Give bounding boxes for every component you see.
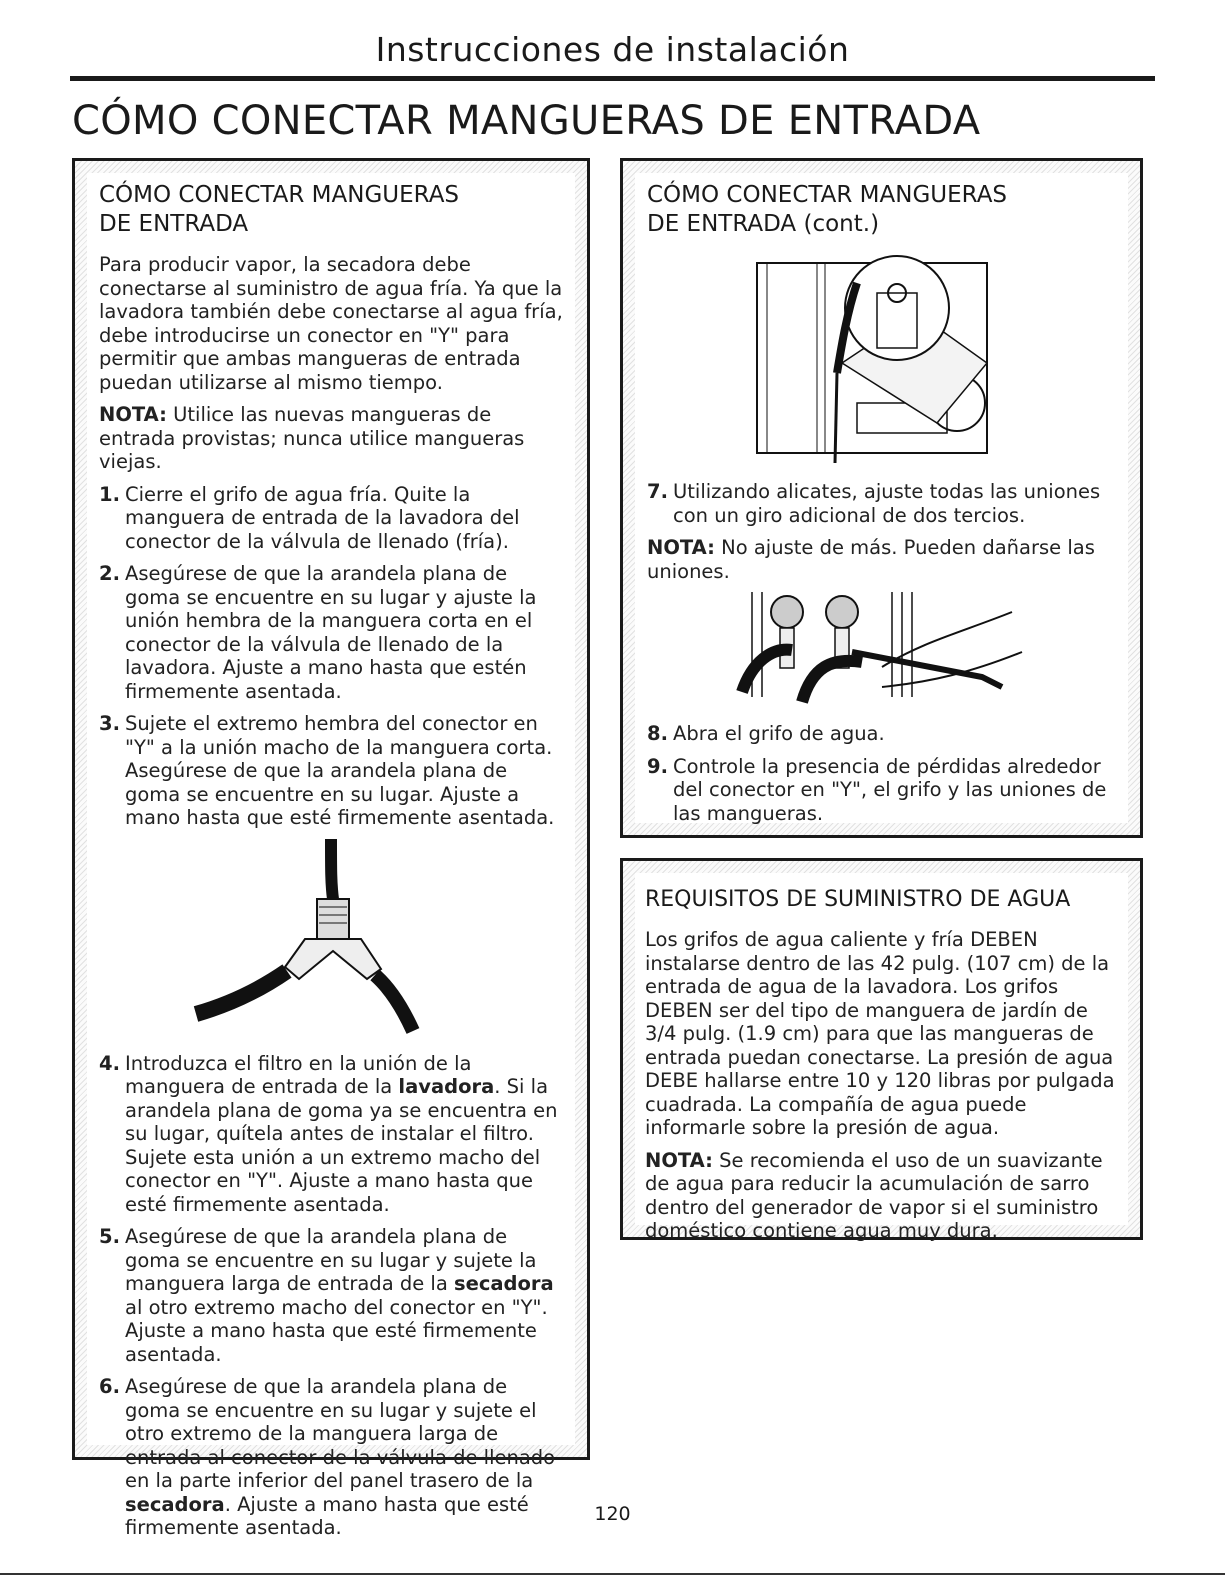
step-number: 2. [99,562,120,585]
bottom-rule [0,1573,1225,1575]
dryer-valve-illustration [737,253,1027,468]
right-heading-line2: DE ENTRADA (cont.) [647,211,880,237]
note-text: Utilice las nuevas mangueras de entrada provistas; nunca utilice mangueras viejas. [99,403,525,473]
water-box-content [635,873,1128,1242]
left-heading-line2: DE ENTRADA [99,211,249,237]
step-text: Asegúrese de que la arandela plana de goma se encuentre en su lugar y ajuste la unión hembra de la manguera corta en el conector de la válvula de llenado de la lavadora. Ajuste a mano hasta que estén firmemente asentada. [125,562,537,703]
list-item [99,712,563,830]
list-item [647,480,1116,527]
steps-list-d [647,722,1116,825]
right-heading-line1: CÓMO CONECTAR MANGUERAS [647,182,1008,208]
list-item [647,722,1116,746]
step-text-pre: Introduzca el filtro en la unión de la manguera de entrada de la [125,1051,472,1098]
step-text-bold: secadora [125,1492,225,1516]
header-rule [70,76,1155,81]
step-number: 5. [99,1225,120,1248]
right-note [647,536,1116,583]
step-number: 6. [99,1375,120,1398]
right-box-heading [647,181,1116,239]
step-number: 1. [99,482,120,506]
step-number: 9. [647,754,668,778]
steps-list-b [99,1052,563,1540]
step-text-post: . Si la arandela plana de goma ya se encuentra en su lugar, quítela antes de instalar el filtro. Sujete esta unión a un extremo macho del conector en "Y". Ajuste a mano hasta que esté firmemente asentada. [125,1075,558,1216]
step-number: 8. [647,722,668,745]
step-text: Controle la presencia de pérdidas alrededor del conector en "Y", el grifo y las uniones de las mangueras. [673,754,1107,825]
step-text: Sujete el extremo hembra del conector en "Y" a la unión macho de la manguera corta. Asegúrese de que la arandela plana de goma se encuentre en su lugar. Ajuste a mano hasta que esté firmemente asentada. [125,712,555,829]
right-box-content [635,173,1128,823]
note-label: NOTA: [647,536,715,559]
list-item [99,1052,563,1217]
page-title: CÓMO CONECTAR MANGUERAS DE ENTRADA [72,98,981,144]
left-note [99,403,563,474]
step-text: Abra el grifo de agua. [673,722,885,745]
list-item [99,562,563,703]
step-text: Utilizando alicates, ajuste todas las uniones con un giro adicional de dos tercios. [673,480,1101,527]
water-box-heading: REQUISITOS DE SUMINISTRO DE AGUA [645,887,1071,912]
steps-list-a [99,483,563,830]
note-text: No ajuste de más. Pueden dañarse las uniones. [647,536,1095,583]
step-text-pre: Asegúrese de que la arandela plana de goma se encuentre en su lugar y sujete el otro extremo de la manguera larga de entrada al conector de la válvula de llenado en la parte inferior del panel trasero de la [125,1375,556,1492]
step-number: 4. [99,1051,120,1075]
note-label: NOTA: [645,1148,713,1172]
pliers-illustration [732,592,1032,712]
page-header-title: Instrucciones de instalación [375,30,850,69]
step-text-bold: secadora [453,1272,554,1295]
y-connector-illustration [181,839,481,1034]
list-item [99,1225,563,1366]
intro-paragraph: Para producir vapor, la secadora debe conectarse al suministro de agua fría. Ya que la lavadora también debe conectarse al agua fría, debe introducirse un conector en "Y" para permitir que ambas mangueras de entrada puedan utilizarse al mismo tiempo. [99,253,563,394]
step-number: 3. [99,712,120,735]
left-box-content [87,173,575,1539]
step-text-post: . Ajuste a mano hasta que esté firmemente asentada. [125,1492,529,1539]
page-number: 120 [594,1503,631,1525]
water-note [645,1149,1118,1243]
water-body-paragraph: Los grifos de agua caliente y fría DEBEN instalarse dentro de las 42 pulg. (107 cm) de la entrada de agua de la lavadora. Los grifos DEBEN ser del tipo de manguera de jardín de 3/4 pulg. (1.9 cm) para que las mangueras de entrada puedan conectarse. La presión de agua DEBE hallarse entre 10 y 120 libras por pulgada cuadrada. La compañía de agua puede informarle sobre la presión de agua. [645,928,1115,1139]
note-label: NOTA: [99,403,167,426]
step-text-bold: lavadora [398,1075,495,1098]
step-text: Cierre el grifo de agua fría. Quite la manguera de entrada de la lavadora del conector de la válvula de llenado (fría). [125,482,520,553]
step-text-post: al otro extremo macho del conector en "Y". Ajuste a mano hasta que esté firmemente asentada. [125,1295,548,1366]
step-text-pre: Asegúrese de que la arandela plana de goma se encuentre en su lugar y sujete la manguera larga de entrada de la [125,1225,537,1295]
steps-list-c [647,480,1116,527]
right-instructions-box [620,158,1143,838]
left-instructions-box [72,158,590,1539]
note-text: Se recomienda el uso de un suavizante de agua para reducir la acumulación de sarro dentro del generador de vapor si el suministro doméstico contiene agua muy dura. [645,1148,1103,1242]
list-item [647,755,1116,826]
left-heading-line1: CÓMO CONECTAR MANGUERAS [99,182,460,208]
step-number: 7. [647,480,668,503]
water-supply-box [620,858,1143,1240]
list-item [99,483,563,554]
left-box-heading [99,181,563,239]
